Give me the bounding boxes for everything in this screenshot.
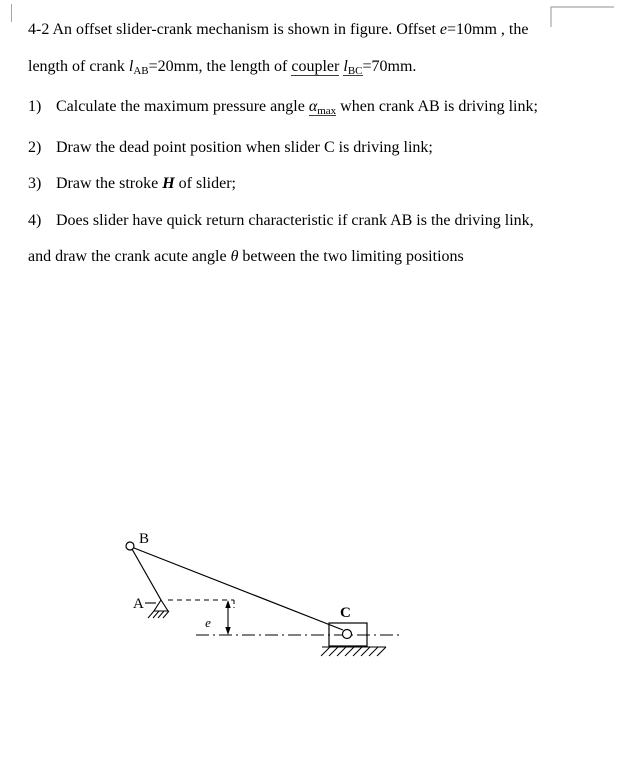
joint-c: [343, 630, 352, 639]
text-run: Does slider have quick return characteristic if crank AB is the driving link,: [56, 211, 534, 229]
text-run: Draw the stroke: [56, 175, 163, 192]
slider-ground-hatching: [321, 647, 386, 656]
text-run: length of crank: [28, 57, 129, 75]
subscript-ab: AB: [133, 64, 149, 77]
item-number-3: 3): [28, 175, 42, 192]
text-run: =70mm.: [362, 57, 417, 75]
label-b: B: [139, 531, 150, 547]
text-run: =10mm , the: [447, 21, 529, 38]
coupler-bc-line: [134, 548, 343, 630]
pivot-a-triangle: [154, 600, 168, 611]
text-run: Calculate the maximum pressure angle: [56, 98, 309, 115]
var-e: e: [439, 21, 447, 38]
slider-ground: [321, 647, 386, 656]
joint-b: [126, 542, 134, 550]
text-line-3: [28, 89, 598, 130]
var-theta: θ: [230, 248, 239, 265]
label-a: A: [133, 596, 144, 612]
label-e: e: [205, 615, 211, 630]
pivot-a-ground-hatching: [148, 611, 169, 618]
text-run: of slider;: [174, 175, 236, 192]
item-number-4: 4): [28, 211, 42, 229]
text-run: Draw the dead point position when slider C is driving link;: [56, 138, 433, 156]
text-run: and draw the crank acute angle: [28, 248, 231, 265]
item-number-2: 2): [28, 138, 42, 156]
text-line-6: [28, 203, 598, 240]
proofed-term-l-bc: [343, 58, 362, 76]
text-line-7: [28, 239, 598, 276]
text-run: 4-2 An offset slider-crank mechanism is shown in figure. Offset: [28, 21, 440, 38]
proofed-term-alpha-max: [309, 98, 336, 116]
var-stroke-h: H: [162, 175, 175, 192]
var-alpha: α: [308, 98, 318, 115]
proofed-word-coupler: coupler: [291, 57, 340, 75]
offset-arrowhead-up: [225, 600, 230, 608]
offset-arrowhead-down: [225, 627, 230, 635]
text-run: when crank AB is driving link;: [336, 98, 538, 115]
var-l-ab: l: [128, 57, 134, 75]
problem-text: [28, 12, 598, 276]
text-run: =20mm, the length of: [148, 57, 292, 75]
offset-dimension: [225, 600, 230, 635]
text-run: between the two limiting positions: [238, 248, 464, 265]
text-line-1: [28, 12, 598, 49]
margin-mark-left: [11, 4, 12, 22]
label-c: C: [340, 605, 351, 621]
var-l-bc: l: [343, 57, 348, 75]
subscript-max: max: [317, 105, 337, 117]
item-number-1: 1): [28, 98, 42, 115]
text-line-2: [28, 49, 598, 90]
subscript-bc: BC: [347, 64, 363, 77]
text-line-4: [28, 130, 598, 167]
text-line-5: [28, 166, 598, 203]
mechanism-figure: [100, 520, 420, 670]
